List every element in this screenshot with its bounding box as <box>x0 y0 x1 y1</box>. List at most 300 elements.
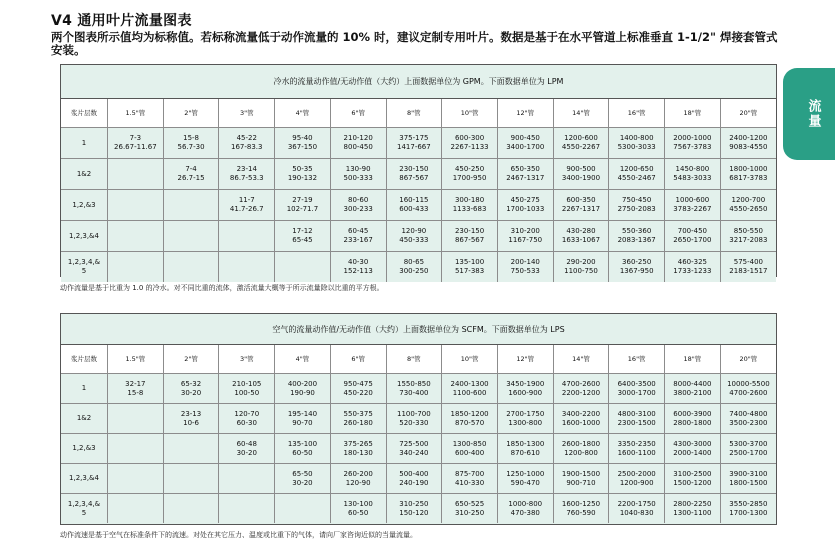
lower-value: 1200-900 <box>619 478 654 487</box>
upper-value: 2800-2250 <box>673 499 712 508</box>
flow-value-cell <box>553 159 609 190</box>
table-row <box>61 252 776 283</box>
stage-cell: 1 <box>61 374 108 404</box>
flow-value-cell <box>665 252 721 283</box>
lower-value: 10-6 <box>183 418 199 427</box>
lower-value: 2800-1800 <box>673 418 712 427</box>
upper-value: 430-280 <box>566 227 596 235</box>
lower-value: 1700-1033 <box>506 205 545 213</box>
upper-value: 1800-1000 <box>729 165 768 173</box>
upper-value: 230-150 <box>399 165 429 173</box>
flow-value-cell <box>275 464 331 494</box>
empty-cell <box>108 252 164 283</box>
upper-value: 310-250 <box>399 499 429 508</box>
empty-cell <box>219 221 275 252</box>
upper-value: 1200-700 <box>731 196 766 204</box>
flow-value-cell <box>609 404 665 434</box>
upper-value: 1200-650 <box>619 165 654 173</box>
flow-value-cell <box>609 494 665 524</box>
flow-value-cell <box>330 252 386 283</box>
lower-value: 1300-800 <box>508 418 543 427</box>
flow-value-cell <box>330 374 386 404</box>
flow-value-cell <box>720 404 776 434</box>
upper-value: 195-140 <box>287 409 318 418</box>
pipe-size-header: 4"管 <box>275 99 331 128</box>
flow-value-cell <box>720 374 776 404</box>
empty-cell <box>163 221 219 252</box>
lower-value: 870-610 <box>510 448 540 457</box>
upper-value: 900-500 <box>566 165 596 173</box>
flow-value-cell <box>609 464 665 494</box>
flow-value-cell <box>442 128 498 159</box>
upper-value: 3400-2200 <box>561 409 601 418</box>
upper-value: 65-50 <box>292 469 313 478</box>
lower-value: 15-8 <box>127 388 144 397</box>
flow-value-cell <box>609 434 665 464</box>
upper-value: 600-350 <box>566 196 596 204</box>
page-title: V4 通用叶片流量图表 <box>51 13 192 29</box>
flow-value-cell <box>609 159 665 190</box>
flow-value-cell <box>442 434 498 464</box>
lower-value: 2267-1317 <box>561 205 601 213</box>
flow-value-cell <box>386 128 442 159</box>
lower-value: 180-130 <box>343 448 373 457</box>
flow-value-cell <box>386 374 442 404</box>
upper-value: 360-250 <box>622 258 652 266</box>
upper-value: 10000-5500 <box>727 379 770 388</box>
flow-value-cell <box>442 464 498 494</box>
flow-value-cell <box>665 404 721 434</box>
table-row <box>61 404 776 434</box>
upper-value: 375-265 <box>343 439 373 448</box>
upper-value: 650-525 <box>454 499 485 508</box>
upper-value: 1000-600 <box>675 196 710 204</box>
lower-value: 520-330 <box>399 418 429 427</box>
upper-value: 1400-800 <box>619 134 654 142</box>
lower-value: 167-83.3 <box>231 143 263 151</box>
lower-value: 56.7-30 <box>177 143 205 151</box>
upper-value: 2600-1800 <box>561 439 601 448</box>
lower-value: 760-590 <box>566 508 596 517</box>
pipe-size-header: 14"管 <box>553 99 609 128</box>
flow-value-cell <box>442 494 498 524</box>
table-row <box>61 494 776 524</box>
empty-cell <box>163 464 219 494</box>
empty-cell <box>163 190 219 221</box>
lower-value: 1600-1000 <box>561 418 601 427</box>
flow-value-cell <box>665 434 721 464</box>
lower-value: 120-90 <box>345 478 371 487</box>
upper-value: 7-4 <box>185 165 197 173</box>
lower-value: 450-333 <box>399 236 429 244</box>
empty-cell <box>108 464 164 494</box>
flow-value-cell <box>108 374 164 404</box>
stage-cell: 1,2,3,&4 <box>61 221 108 252</box>
upper-value: 2200-1750 <box>617 499 656 508</box>
pipe-size-header: 20"管 <box>720 99 776 128</box>
flow-value-cell <box>553 464 609 494</box>
lower-value: 410-330 <box>454 478 485 487</box>
empty-cell <box>163 494 219 524</box>
upper-value: 2000-1000 <box>673 134 712 142</box>
flow-value-cell <box>275 159 331 190</box>
lower-value: 900-710 <box>566 478 596 487</box>
flow-value-cell <box>386 159 442 190</box>
lower-value: 3800-2100 <box>673 388 712 397</box>
upper-value: 4700-2600 <box>561 379 601 388</box>
pipe-size-header: 3"管 <box>219 99 275 128</box>
lower-value: 300-233 <box>343 205 373 213</box>
lower-value: 1600-900 <box>508 388 543 397</box>
upper-value: 500-400 <box>399 469 429 478</box>
flow-value-cell <box>330 404 386 434</box>
flow-value-cell <box>163 159 219 190</box>
flow-value-cell <box>665 159 721 190</box>
flow-value-cell <box>219 128 275 159</box>
lower-value: 1700-950 <box>452 174 487 182</box>
upper-value: 6400-3500 <box>617 379 656 388</box>
flow-value-cell <box>720 190 776 221</box>
flow-value-cell <box>665 221 721 252</box>
flow-value-cell <box>442 374 498 404</box>
upper-value: 290-200 <box>566 258 596 266</box>
lower-value: 30-20 <box>292 478 313 487</box>
upper-value: 130-100 <box>343 499 373 508</box>
pipe-size-header: 16"管 <box>609 345 665 374</box>
lower-value: 2500-1700 <box>729 448 768 457</box>
lower-value: 750-533 <box>510 267 540 275</box>
flow-value-cell <box>219 374 275 404</box>
upper-value: 1600-1250 <box>561 499 601 508</box>
flow-value-cell <box>275 404 331 434</box>
flow-value-cell <box>553 404 609 434</box>
lower-value: 367-150 <box>287 143 318 151</box>
pipe-size-header: 2"管 <box>163 345 219 374</box>
lower-value: 152-113 <box>343 267 373 275</box>
lower-value: 5483-3033 <box>673 174 712 182</box>
lower-value: 102-71.7 <box>286 205 319 213</box>
flow-value-cell <box>275 128 331 159</box>
empty-cell <box>108 494 164 524</box>
flow-value-cell <box>219 434 275 464</box>
pipe-size-header: 12"管 <box>497 345 553 374</box>
upper-value: 210-105 <box>232 379 262 388</box>
lower-value: 30-20 <box>180 388 202 397</box>
flow-value-cell <box>497 434 553 464</box>
flow-value-cell <box>386 404 442 434</box>
upper-value: 11-7 <box>238 196 255 204</box>
lower-value: 1040-830 <box>619 508 654 517</box>
stage-cell: 1,2,3,4,& 5 <box>61 494 108 524</box>
lower-value: 41.7-26.7 <box>229 205 264 213</box>
flow-value-cell <box>609 252 665 283</box>
upper-value: 3550-2850 <box>729 499 768 508</box>
lower-value: 1300-1100 <box>673 508 712 517</box>
lower-value: 1633-1067 <box>561 236 601 244</box>
flow-value-cell <box>275 190 331 221</box>
side-tab-flow[interactable]: 流量 <box>783 68 835 160</box>
flow-value-cell <box>330 128 386 159</box>
flow-value-cell <box>665 494 721 524</box>
upper-value: 7400-4800 <box>729 409 768 418</box>
upper-value: 850-550 <box>733 227 763 235</box>
lower-value: 7567-3783 <box>673 143 712 151</box>
flow-value-cell <box>720 128 776 159</box>
empty-cell <box>275 252 331 283</box>
lower-value: 65-45 <box>292 236 313 244</box>
upper-value: 23-14 <box>236 165 257 173</box>
lower-value: 3400-1700 <box>506 143 545 151</box>
flow-value-cell <box>497 221 553 252</box>
intro-paragraph: 两个图表所示值均为标称值。若标称流量低于动作流量的 10% 时，建议定制专用叶片。数据是基于在水平管道上标准垂直 1-1/2" 焊接套管式安装。 <box>51 30 778 57</box>
upper-value: 375-175 <box>399 134 429 142</box>
lower-value: 9083-4550 <box>729 143 768 151</box>
stage-column-header: 浆片层数 <box>61 99 108 128</box>
air-flow-table-box <box>60 313 777 525</box>
lower-value: 2183-1517 <box>729 267 768 275</box>
lower-value: 2750-2083 <box>617 205 656 213</box>
lower-value: 500-333 <box>343 174 373 182</box>
lower-value: 1367-950 <box>619 267 654 275</box>
flow-value-cell <box>553 128 609 159</box>
flow-value-cell <box>275 374 331 404</box>
empty-cell <box>163 252 219 283</box>
upper-value: 400-200 <box>287 379 318 388</box>
lower-value: 150-120 <box>399 508 429 517</box>
pipe-size-header: 1.5"管 <box>108 345 164 374</box>
empty-cell <box>108 404 164 434</box>
lower-value: 240-190 <box>399 478 429 487</box>
empty-cell <box>219 252 275 283</box>
lower-value: 867-567 <box>399 174 429 182</box>
flow-value-cell <box>442 252 498 283</box>
flow-value-cell <box>553 190 609 221</box>
upper-value: 550-360 <box>622 227 652 235</box>
upper-value: 1850-1200 <box>450 409 489 418</box>
flow-value-cell <box>553 434 609 464</box>
flow-value-cell <box>386 190 442 221</box>
water-header-row <box>61 99 776 128</box>
table-row <box>61 159 776 190</box>
water-flow-table <box>61 99 776 282</box>
lower-value: 30-20 <box>236 448 257 457</box>
upper-value: 23-13 <box>180 409 202 418</box>
upper-value: 575-400 <box>733 258 763 266</box>
upper-value: 210-120 <box>343 134 373 142</box>
flow-value-cell <box>665 374 721 404</box>
pipe-size-header: 14"管 <box>553 345 609 374</box>
lower-value: 730-400 <box>399 388 429 397</box>
lower-value: 190-90 <box>290 388 315 397</box>
lower-value: 2650-1700 <box>673 236 712 244</box>
upper-value: 950-475 <box>343 379 373 388</box>
upper-value: 45-22 <box>236 134 257 142</box>
upper-value: 3900-3100 <box>729 469 768 478</box>
lower-value: 600-400 <box>454 448 485 457</box>
lower-value: 1800-1500 <box>729 478 768 487</box>
lower-value: 4550-2650 <box>729 205 768 213</box>
flow-value-cell <box>609 221 665 252</box>
lower-value: 800-450 <box>343 143 373 151</box>
water-flow-table-box <box>60 64 777 277</box>
pipe-size-header: 1.5"管 <box>108 99 164 128</box>
flow-value-cell <box>108 128 164 159</box>
flow-value-cell <box>497 464 553 494</box>
flow-value-cell <box>497 159 553 190</box>
lower-value: 2200-1200 <box>561 388 601 397</box>
pipe-size-header: 20"管 <box>720 345 776 374</box>
table-row <box>61 374 776 404</box>
upper-value: 460-325 <box>677 258 707 266</box>
lower-value: 86.7-53.3 <box>229 174 264 182</box>
lower-value: 1133-683 <box>452 205 487 213</box>
upper-value: 1000-800 <box>508 499 543 508</box>
upper-value: 310-200 <box>510 227 540 235</box>
upper-value: 650-350 <box>510 165 540 173</box>
flow-value-cell <box>163 128 219 159</box>
upper-value: 4800-3100 <box>617 409 656 418</box>
pipe-size-header: 4"管 <box>275 345 331 374</box>
empty-cell <box>108 221 164 252</box>
lower-value: 2300-1500 <box>617 418 656 427</box>
pipe-size-header: 10"管 <box>442 345 498 374</box>
lower-value: 3000-1700 <box>617 388 656 397</box>
pipe-size-header: 8"管 <box>386 99 442 128</box>
upper-value: 40-30 <box>347 258 369 266</box>
flow-value-cell <box>497 404 553 434</box>
upper-value: 32-17 <box>125 379 146 388</box>
flow-value-cell <box>609 190 665 221</box>
lower-value: 300-250 <box>399 267 429 275</box>
upper-value: 27-19 <box>292 196 313 204</box>
table-row <box>61 128 776 159</box>
flow-value-cell <box>442 159 498 190</box>
flow-value-cell <box>330 434 386 464</box>
upper-value: 135-100 <box>287 439 318 448</box>
upper-value: 450-250 <box>454 165 485 173</box>
flow-value-cell <box>163 404 219 434</box>
upper-value: 450-275 <box>510 196 540 204</box>
upper-value: 1900-1500 <box>561 469 601 478</box>
flow-value-cell <box>330 221 386 252</box>
upper-value: 725-500 <box>399 439 429 448</box>
upper-value: 1850-1300 <box>506 439 545 448</box>
upper-value: 120-90 <box>401 227 427 235</box>
upper-value: 7-3 <box>129 134 142 142</box>
flow-value-cell <box>386 494 442 524</box>
lower-value: 2083-1367 <box>617 236 656 244</box>
flow-value-cell <box>665 464 721 494</box>
lower-value: 90-70 <box>292 418 313 427</box>
upper-value: 4300-3000 <box>673 439 712 448</box>
upper-value: 1450-800 <box>675 165 710 173</box>
upper-value: 200-140 <box>510 258 540 266</box>
pipe-size-header: 16"管 <box>609 99 665 128</box>
upper-value: 65-32 <box>180 379 202 388</box>
flow-value-cell <box>720 434 776 464</box>
flow-value-cell <box>386 221 442 252</box>
lower-value: 233-167 <box>343 236 373 244</box>
stage-cell: 1,2,3,4,& 5 <box>61 252 108 283</box>
flow-value-cell <box>553 494 609 524</box>
flow-value-cell <box>386 434 442 464</box>
upper-value: 875-700 <box>454 469 485 478</box>
upper-value: 5300-3700 <box>729 439 768 448</box>
flow-value-cell <box>275 221 331 252</box>
upper-value: 135-100 <box>454 258 485 266</box>
lower-value: 867-567 <box>454 236 485 244</box>
pipe-size-header: 10"管 <box>442 99 498 128</box>
pipe-size-header: 18"管 <box>665 345 721 374</box>
lower-value: 60-50 <box>292 448 313 457</box>
stage-cell: 1,2,&3 <box>61 190 108 221</box>
lower-value: 1167-750 <box>508 236 543 244</box>
lower-value: 4550-2267 <box>561 143 601 151</box>
stage-column-header: 浆片层数 <box>61 345 108 374</box>
lower-value: 4550-2467 <box>617 174 656 182</box>
table-row <box>61 464 776 494</box>
lower-value: 870-570 <box>454 418 485 427</box>
flow-value-cell <box>720 159 776 190</box>
upper-value: 3350-2350 <box>617 439 656 448</box>
upper-value: 260-200 <box>343 469 373 478</box>
lower-value: 3500-2300 <box>729 418 768 427</box>
upper-value: 3450-1900 <box>506 379 545 388</box>
upper-value: 1100-700 <box>397 409 431 418</box>
air-header-row <box>61 345 776 374</box>
upper-value: 15-8 <box>183 134 199 142</box>
air-flow-table <box>61 345 776 523</box>
upper-value: 1200-600 <box>564 134 598 142</box>
lower-value: 450-220 <box>343 388 373 397</box>
upper-value: 900-450 <box>510 134 540 142</box>
stage-cell: 1,2,&3 <box>61 434 108 464</box>
upper-value: 230-150 <box>454 227 485 235</box>
lower-value: 2467-1317 <box>506 174 545 182</box>
flow-value-cell <box>219 159 275 190</box>
flow-value-cell <box>553 221 609 252</box>
lower-value: 100-50 <box>234 388 260 397</box>
pipe-size-header: 6"管 <box>330 345 386 374</box>
upper-value: 80-60 <box>347 196 369 204</box>
flow-value-cell <box>497 252 553 283</box>
upper-value: 750-450 <box>622 196 652 204</box>
flow-value-cell <box>720 464 776 494</box>
flow-value-cell <box>497 374 553 404</box>
flow-value-cell <box>330 190 386 221</box>
lower-value: 1733-1233 <box>673 267 712 275</box>
upper-value: 50-35 <box>292 165 313 173</box>
upper-value: 1550-850 <box>397 379 431 388</box>
flow-value-cell <box>275 434 331 464</box>
flow-value-cell <box>720 494 776 524</box>
upper-value: 6000-3900 <box>673 409 712 418</box>
flow-value-cell <box>553 374 609 404</box>
flow-value-cell <box>720 252 776 283</box>
flow-value-cell <box>386 464 442 494</box>
stage-cell: 1&2 <box>61 404 108 434</box>
upper-value: 60-45 <box>347 227 369 235</box>
upper-value: 2700-1750 <box>506 409 545 418</box>
lower-value: 6817-3783 <box>729 174 768 182</box>
water-footnote: 动作流量是基于比重为 1.0 的冷水。对不同比重的流体，激活流量大概等于所示流量除以比重的平方根。 <box>60 284 384 292</box>
flow-value-cell <box>497 190 553 221</box>
lower-value: 310-250 <box>454 508 485 517</box>
lower-value: 3783-2267 <box>673 205 712 213</box>
table-row <box>61 434 776 464</box>
flow-value-cell <box>665 128 721 159</box>
upper-value: 2400-1200 <box>729 134 768 142</box>
